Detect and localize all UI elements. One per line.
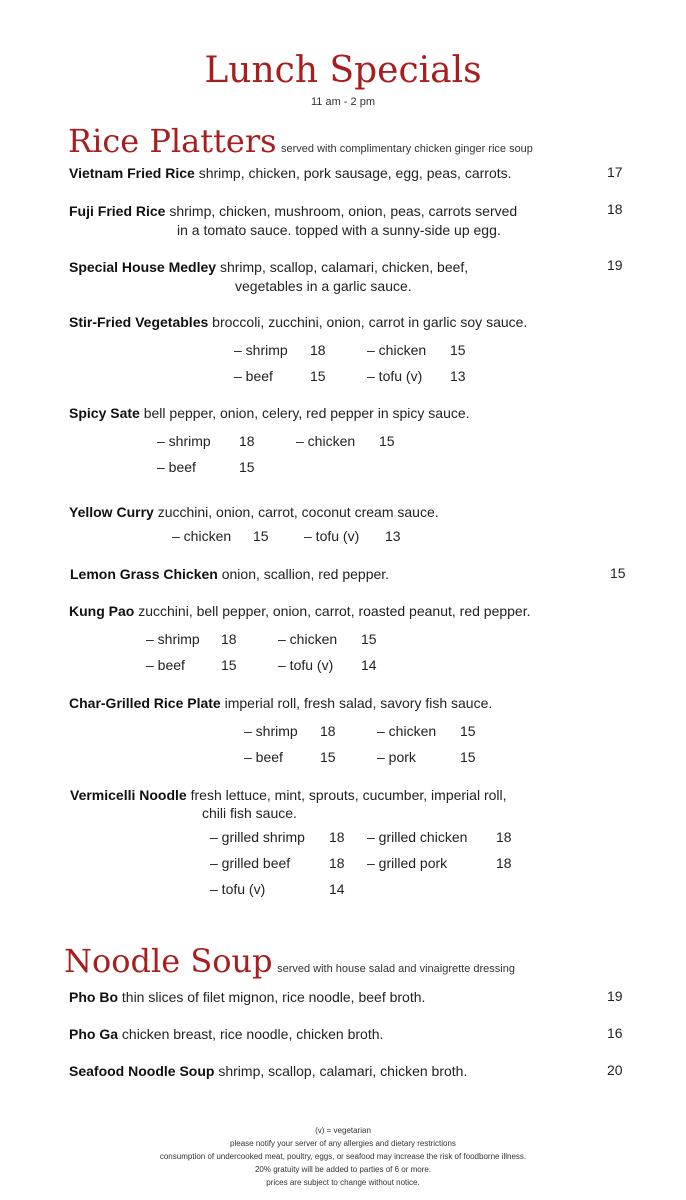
menu-item-seafood-noodle-soup	[69, 1062, 467, 1081]
item-name: Vermicelli Noodle	[70, 787, 187, 803]
footer-allergy-note: please notify your server of any allergies and dietary restrictions	[230, 1139, 456, 1148]
option-label: – chicken	[377, 723, 437, 739]
option-label: – grilled beef	[210, 855, 291, 871]
option-price: 15	[450, 342, 466, 358]
rice-section-note: served with complimentary chicken ginger rice soup	[281, 143, 533, 155]
option-price: 15	[379, 433, 395, 449]
footer-consumption-warning: consumption of undercooked meat, poultry, eggs, or seafood may increase the risk of foodborne illness.	[159, 1152, 527, 1161]
option-price: 15	[320, 749, 336, 765]
option-label: – shrimp	[157, 433, 211, 449]
item-desc: shrimp, scallop, calamari, chicken, beef,	[219, 259, 469, 275]
option-price: 18	[329, 829, 345, 845]
option-label: – shrimp	[244, 723, 298, 739]
option-price: 18	[221, 631, 237, 647]
menu-item-vietnam-fried-rice	[69, 164, 512, 183]
item-price: 18	[607, 201, 623, 217]
item-name: Yellow Curry	[69, 504, 154, 520]
option-price: 15	[310, 368, 326, 384]
item-price: 16	[607, 1025, 623, 1041]
item-price: 17	[607, 164, 623, 180]
option-label: – tofu (v)	[210, 881, 266, 897]
option-label: – beef	[234, 368, 273, 384]
item-price: 20	[607, 1062, 623, 1078]
hours: 11 am - 2 pm	[311, 96, 375, 108]
item-price: 19	[607, 257, 623, 273]
soup-section-note: served with house salad and vinaigrette dressing	[277, 963, 515, 975]
option-label: – chicken	[296, 433, 356, 449]
page-title: Lunch Specials	[204, 50, 482, 91]
menu-item-pho-bo	[69, 988, 425, 1007]
item-name: Spicy Sate	[69, 405, 140, 421]
option-price: 15	[253, 528, 269, 544]
option-label: – chicken	[172, 528, 232, 544]
item-name: Char-Grilled Rice Plate	[69, 695, 221, 711]
option-price: 18	[239, 433, 255, 449]
option-price: 15	[361, 631, 377, 647]
option-label: – beef	[157, 459, 196, 475]
soup-section-header	[64, 942, 515, 980]
rice-section-header	[68, 122, 533, 160]
item-name: Lemon Grass Chicken	[70, 566, 218, 582]
item-name: Fuji Fried Rice	[69, 203, 166, 219]
option-label: – beef	[146, 657, 185, 673]
item-price: 19	[607, 988, 623, 1004]
option-label: – tofu (v)	[278, 657, 334, 673]
option-label: – chicken	[367, 342, 427, 358]
option-price: 14	[329, 881, 345, 897]
menu-item-stir-fried-vegetables	[69, 313, 527, 332]
option-label: – beef	[244, 749, 283, 765]
menu-item-vermicelli-noodle	[70, 786, 507, 805]
option-price: 18	[320, 723, 336, 739]
item-name: Vietnam Fried Rice	[69, 165, 195, 181]
option-label: – shrimp	[146, 631, 200, 647]
menu-item-kung-pao	[69, 602, 531, 621]
item-desc: broccoli, zucchini, onion, carrot in garlic soy sauce.	[212, 314, 528, 330]
option-label: – chicken	[278, 631, 338, 647]
footer-price-note: prices are subject to change without notice.	[266, 1178, 420, 1187]
rice-section-title: Rice Platters	[68, 122, 277, 160]
item-desc: shrimp, chicken, mushroom, onion, peas, carrots served	[169, 203, 518, 219]
item-price: 15	[610, 565, 626, 581]
soup-section-title: Noodle Soup	[64, 942, 273, 980]
item-desc: shrimp, chicken, pork sausage, egg, peas, carrots.	[198, 165, 512, 181]
menu-item-spicy-sate	[69, 404, 470, 423]
option-price: 15	[221, 657, 237, 673]
option-price: 14	[361, 657, 377, 673]
item-desc-line2: vegetables in a garlic sauce.	[235, 278, 412, 294]
footer-vegetarian-note: (v) = vegetarian	[315, 1126, 371, 1135]
menu-item-char-grilled-rice-plate	[69, 694, 492, 713]
item-desc-line2: in a tomato sauce. topped with a sunny-side up egg.	[177, 222, 501, 238]
item-name: Kung Pao	[69, 603, 135, 619]
option-label: – grilled chicken	[367, 829, 468, 845]
item-desc: onion, scallion, red pepper.	[221, 566, 390, 582]
item-desc: imperial roll, fresh salad, savory fish sauce.	[224, 695, 493, 711]
option-label: – tofu (v)	[367, 368, 423, 384]
item-desc: shrimp, scallop, calamari, chicken broth.	[218, 1063, 468, 1079]
option-price: 18	[496, 829, 512, 845]
item-name: Special House Medley	[69, 259, 217, 275]
option-price: 15	[460, 723, 476, 739]
menu-item-pho-ga	[69, 1025, 383, 1044]
menu-item-fuji-fried-rice	[69, 202, 517, 221]
item-name: Stir-Fried Vegetables	[69, 314, 209, 330]
item-desc: chicken breast, rice noodle, chicken broth.	[121, 1026, 384, 1042]
option-price: 18	[496, 855, 512, 871]
option-label: – grilled pork	[367, 855, 448, 871]
option-price: 13	[385, 528, 401, 544]
option-price: 13	[450, 368, 466, 384]
menu-item-lemon-grass-chicken	[70, 565, 389, 584]
item-desc: thin slices of filet mignon, rice noodle, beef broth.	[121, 989, 426, 1005]
item-desc: fresh lettuce, mint, sprouts, cucumber, imperial roll,	[190, 787, 507, 803]
option-label: – pork	[377, 749, 416, 765]
footer-gratuity-note: 20% gratuity will be added to parties of 6 or more.	[254, 1165, 432, 1174]
option-label: – grilled shrimp	[210, 829, 305, 845]
option-price: 15	[239, 459, 255, 475]
menu-item-yellow-curry	[69, 503, 439, 522]
option-label: – shrimp	[234, 342, 288, 358]
item-desc-line2: chili fish sauce.	[202, 805, 297, 821]
item-name: Pho Bo	[69, 989, 118, 1005]
menu-item-special-house-medley	[69, 258, 468, 277]
item-name: Seafood Noodle Soup	[69, 1063, 215, 1079]
item-desc: bell pepper, onion, celery, red pepper in spicy sauce.	[143, 405, 470, 421]
item-name: Pho Ga	[69, 1026, 119, 1042]
item-desc: zucchini, onion, carrot, coconut cream sauce.	[157, 504, 439, 520]
option-price: 15	[460, 749, 476, 765]
option-label: – tofu (v)	[304, 528, 360, 544]
option-price: 18	[310, 342, 326, 358]
item-desc: zucchini, bell pepper, onion, carrot, roasted peanut, red pepper.	[138, 603, 531, 619]
option-price: 18	[329, 855, 345, 871]
